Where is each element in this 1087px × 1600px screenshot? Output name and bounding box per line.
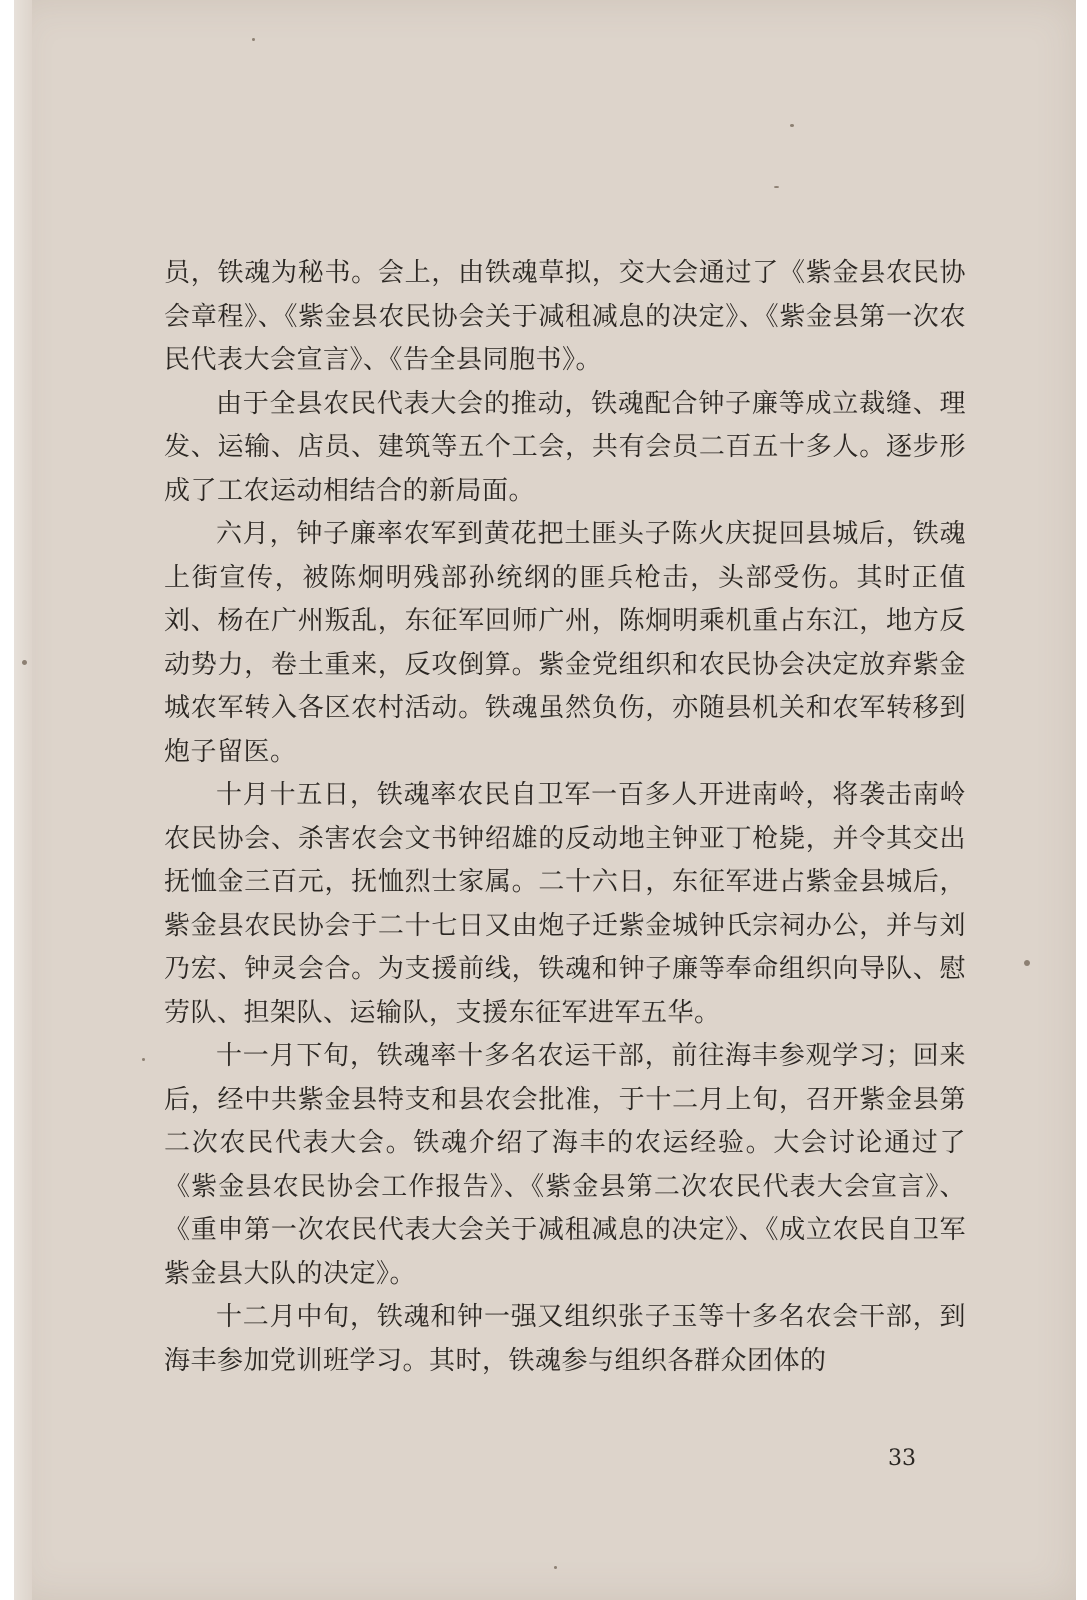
page-number: 33: [888, 1446, 916, 1471]
paragraph: 十一月下旬，铁魂率十多名农运干部，前往海丰参观学习；回来后，经中共紫金县特支和县农会批准，于十二月上旬，召开紫金县第二次农民代表大会。铁魂介绍了海丰的农运经验。大会讨论通过了《紫金县农民协会工作报告》、《紫金县第二次农民代表大会宣言》、《重申第一次农民代表大会关于减租减息的决定》、《成立农民自卫军紫金县大队的决定》。: [164, 1041, 966, 1289]
body-text: [164, 252, 966, 1383]
paper-speck: [554, 1566, 557, 1569]
paragraph: 十二月中旬，铁魂和钟一强又组织张子玉等十多名农会干部，到海丰参加党训班学习。其时，铁魂参与组织各群众团体的: [164, 1302, 966, 1376]
page-edge: [14, 0, 32, 1600]
paper-speck: [252, 38, 255, 41]
paper-speck: [22, 660, 27, 665]
paper-speck: [774, 186, 779, 188]
paragraph-continued: 员，铁魂为秘书。会上，由铁魂草拟，交大会通过了《紫金县农民协会章程》、《紫金县农民协会关于减租减息的决定》、《紫金县第一次农民代表大会宣言》、《告全县同胞书》。: [164, 258, 966, 375]
paper-speck: [790, 124, 794, 127]
paragraph: 十月十五日，铁魂率农民自卫军一百多人开进南岭，将袭击南岭农民协会、杀害农会文书钟绍雄的反动地主钟亚丁枪毙，并令其交出抚恤金三百元，抚恤烈士家属。二十六日，东征军进占紫金县城后，紫金县农民协会于二十七日又由炮子迁紫金城钟氏宗祠办公，并与刘乃宏、钟灵会合。为支援前线，铁魂和钟子廉等奉命组织向导队、慰劳队、担架队、运输队，支援东征军进军五华。: [164, 780, 966, 1028]
book-page: [14, 0, 1076, 1600]
paper-speck: [142, 1058, 145, 1061]
paragraph: 由于全县农民代表大会的推动，铁魂配合钟子廉等成立裁缝、理发、运输、店员、建筑等五个工会，共有会员二百五十多人。逐步形成了工农运动相结合的新局面。: [164, 388, 966, 506]
paragraph: 六月，钟子廉率农军到黄花把土匪头子陈火庆捉回县城后，铁魂上街宣传，被陈炯明残部孙统纲的匪兵枪击，头部受伤。其时正值刘、杨在广州叛乱，东征军回师广州，陈炯明乘机重占东江，地方反动势力，卷土重来，反攻倒算。紫金党组织和农民协会决定放弃紫金城农军转入各区农村活动。铁魂虽然负伤，亦随县机关和农军转移到炮子留医。: [164, 519, 966, 767]
paper-speck: [1024, 960, 1030, 966]
